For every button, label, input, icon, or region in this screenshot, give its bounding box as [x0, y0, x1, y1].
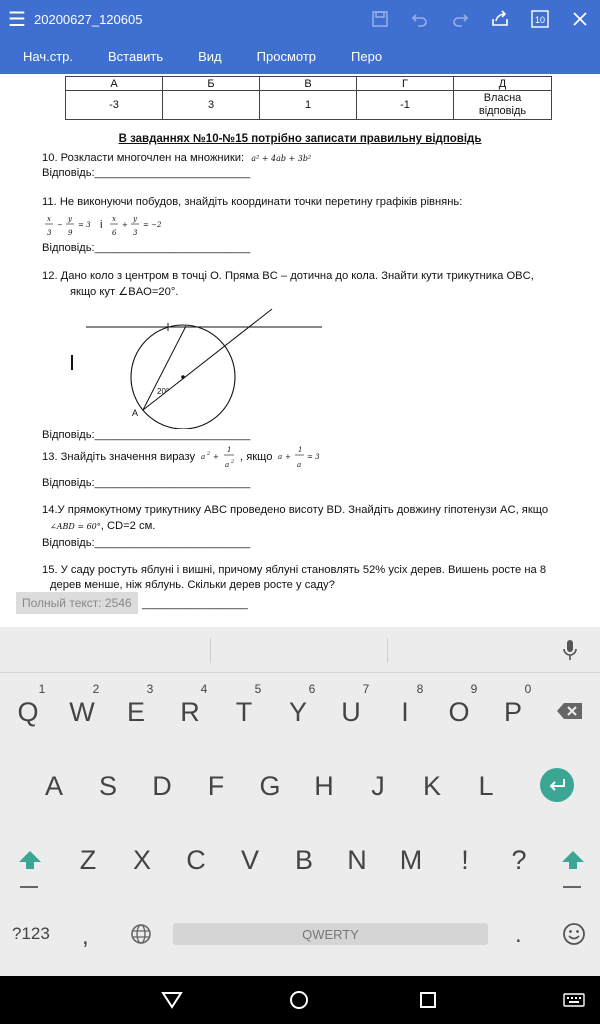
svg-text:x: x [112, 215, 116, 223]
question-10-expression: a² + 4ab + 3b² [251, 154, 312, 163]
tab-home[interactable]: Нач.стр. [23, 48, 74, 64]
key-hint: 9 [470, 682, 478, 696]
key-hint: 6 [308, 682, 316, 696]
svg-text:a: a [225, 461, 230, 469]
table-header-d: Д [454, 77, 552, 91]
table-cell: 3 [163, 91, 260, 120]
key-n[interactable]: N [347, 845, 367, 875]
svg-text:= −2: = −2 [143, 221, 162, 229]
tab-insert[interactable]: Вставить [108, 48, 164, 64]
svg-text:a: a [201, 453, 206, 461]
answer-line-12: Відповідь:_________________________ [42, 429, 251, 441]
key-t[interactable]: T [235, 697, 253, 727]
key-hint: 1 [38, 682, 46, 696]
question-13-if: , якщо [240, 451, 273, 463]
share-icon[interactable] [480, 0, 520, 38]
question-14-cd: , CD=2 см. [100, 520, 156, 532]
tab-view[interactable]: Вид [198, 48, 222, 64]
question-11-equations [44, 213, 164, 241]
table-cell: -3 [66, 91, 163, 120]
svg-text:2: 2 [231, 459, 235, 465]
redo-icon[interactable] [440, 0, 480, 38]
question-14-angle: ∠ABD = 60° [50, 522, 101, 531]
key-hint: 3 [146, 682, 154, 696]
answer-options-table [65, 76, 552, 120]
save-icon[interactable] [360, 0, 400, 38]
table-header-g: Г [357, 77, 454, 91]
text-cursor [71, 355, 73, 370]
emoji-icon[interactable] [562, 922, 586, 951]
question-13-text: 13. Знайдіть значення виразу [42, 451, 196, 463]
key-u[interactable]: U [341, 697, 361, 727]
key-a[interactable]: A [44, 771, 63, 801]
pages-icon[interactable] [520, 0, 560, 38]
full-text-badge[interactable]: Полный текст: 2546 [16, 592, 138, 614]
svg-text:x: x [47, 215, 51, 223]
table-cell: 1 [260, 91, 357, 120]
key-s[interactable]: S [98, 771, 117, 801]
key-q[interactable]: Q [17, 697, 39, 727]
key-k[interactable]: K [422, 771, 441, 801]
table-header-a: А [66, 77, 163, 91]
key-hint: 2 [92, 682, 100, 696]
svg-text:a: a [278, 453, 283, 461]
suggestion-divider [210, 638, 211, 663]
enter-icon[interactable] [540, 768, 574, 802]
close-icon[interactable] [560, 0, 600, 38]
key-r[interactable]: R [180, 697, 200, 727]
figure-point-a-label: A [132, 408, 139, 418]
title-bar [0, 0, 600, 38]
key-hint: 4 [200, 682, 208, 696]
tab-review[interactable]: Просмотр [256, 48, 317, 64]
question-13-expression [200, 444, 244, 472]
keyboard-icon[interactable] [563, 993, 585, 1012]
question-13 [42, 451, 195, 463]
svg-text:+: + [122, 221, 128, 229]
on-screen-keyboard [0, 627, 600, 976]
svg-text:+: + [213, 453, 219, 461]
question-12-line-1: 12. Дано коло з центром в точці O. Пряма BC – дотична до кола. Знайти кути трикутника OBC, [42, 270, 534, 282]
table-header-b: Б [163, 77, 260, 91]
document-page[interactable] [0, 74, 600, 627]
key-m[interactable]: M [399, 845, 423, 875]
backspace-icon[interactable] [556, 701, 584, 726]
svg-text:3: 3 [133, 229, 138, 237]
key-w[interactable]: W [69, 697, 95, 727]
shift-icon[interactable] [560, 849, 586, 894]
key-f[interactable]: F [207, 771, 225, 801]
page-count: 10 [534, 15, 546, 25]
question-12-line-2: якщо кут ∠BAO=20°. [70, 286, 179, 298]
svg-text:a: a [297, 461, 302, 469]
key-o[interactable]: O [448, 697, 470, 727]
geometry-figure [80, 304, 330, 429]
key-question[interactable]: ? [511, 845, 527, 875]
table-cell: Власна відповідь [454, 91, 552, 120]
suggestion-divider [387, 638, 388, 663]
space-bar[interactable]: QWERTY [173, 923, 488, 945]
key-y[interactable]: Y [288, 697, 307, 727]
svg-text:9: 9 [68, 229, 73, 237]
question-13-condition [277, 444, 327, 472]
svg-text:3: 3 [47, 229, 52, 237]
key-v[interactable]: V [240, 845, 259, 875]
answer-line-13: Відповідь:_________________________ [42, 477, 251, 489]
key-c[interactable]: C [186, 845, 206, 875]
table-cell: -1 [357, 91, 454, 120]
table-header-v: В [260, 77, 357, 91]
key-b[interactable]: B [294, 845, 313, 875]
answer-line-15-tail: _________________ [142, 598, 248, 610]
undo-icon[interactable] [400, 0, 440, 38]
symbols-key[interactable]: ?123 [12, 924, 50, 943]
home-icon[interactable] [289, 990, 309, 1015]
key-p[interactable]: P [503, 697, 522, 727]
svg-text:−: − [57, 221, 63, 229]
question-14-line-2 [50, 520, 155, 532]
key-z[interactable]: Z [79, 845, 97, 875]
recents-icon[interactable] [419, 991, 437, 1014]
svg-text:6: 6 [112, 229, 117, 237]
menu-icon[interactable]: ☰ [8, 8, 26, 31]
svg-text:y: y [133, 215, 137, 223]
question-15-line-1: 15. У саду ростуть яблуні і вишні, причому яблуні становлять 52% усіх дерев. Вишень росте на 8 [42, 564, 547, 576]
question-10 [42, 152, 311, 164]
question-14-line-1: 14.У прямокутному трикутнику ABC проведено висоту BD. Знайдіть довжину гіпотенузи AC, якщо [42, 504, 549, 516]
key-x[interactable]: X [132, 845, 151, 875]
key-j[interactable]: J [371, 771, 385, 801]
question-11-and: і [100, 219, 103, 231]
mic-icon[interactable] [562, 639, 578, 666]
svg-text:= 3: = 3 [307, 453, 320, 461]
document-title: 20200627_120605 [34, 11, 143, 27]
key-hint: 8 [416, 682, 424, 696]
svg-text:1: 1 [227, 446, 232, 454]
question-11-text: 11. Не виконуючи побудов, знайдіть координати точки перетину графіків рівнянь: [42, 196, 463, 208]
question-15-line-2: дерев менше, ніж яблунь. Скільки дерев росте у саду? [50, 579, 335, 591]
question-10-text: 10. Розкласти многочлен на множники: [42, 152, 245, 164]
answer-line-10: Відповідь:_________________________ [42, 167, 251, 179]
key-d[interactable]: D [152, 771, 172, 801]
ribbon-tabs [0, 38, 600, 74]
svg-text:y: y [68, 215, 72, 223]
key-hint: 7 [362, 682, 370, 696]
key-i[interactable]: I [401, 697, 409, 727]
tab-pen[interactable]: Перо [351, 48, 383, 64]
section-heading: В завданнях №10-№15 потрібно записати правильну відповідь [118, 133, 482, 145]
back-icon[interactable] [161, 991, 183, 1014]
key-h[interactable]: H [314, 771, 334, 801]
key-hint: 5 [254, 682, 262, 696]
answer-line-11: Відповідь:_________________________ [42, 242, 251, 254]
key-g[interactable]: G [259, 771, 281, 801]
key-period[interactable]: . [515, 921, 522, 948]
svg-text:1: 1 [298, 446, 303, 454]
svg-text:= 3: = 3 [78, 221, 91, 229]
key-exclamation[interactable]: ! [461, 845, 469, 875]
figure-angle-label: 20° [157, 387, 170, 396]
key-e[interactable]: E [126, 697, 145, 727]
key-l[interactable]: L [478, 771, 494, 801]
svg-text:2: 2 [207, 451, 211, 457]
navigation-bar [0, 976, 600, 1024]
svg-text:+: + [285, 453, 291, 461]
key-hint: 0 [524, 682, 532, 696]
shift-icon[interactable] [17, 849, 43, 894]
suggestion-strip [0, 627, 600, 673]
key-comma[interactable]: , [82, 923, 89, 950]
globe-icon[interactable] [130, 923, 152, 950]
answer-line-14: Відповідь:_________________________ [42, 537, 251, 549]
